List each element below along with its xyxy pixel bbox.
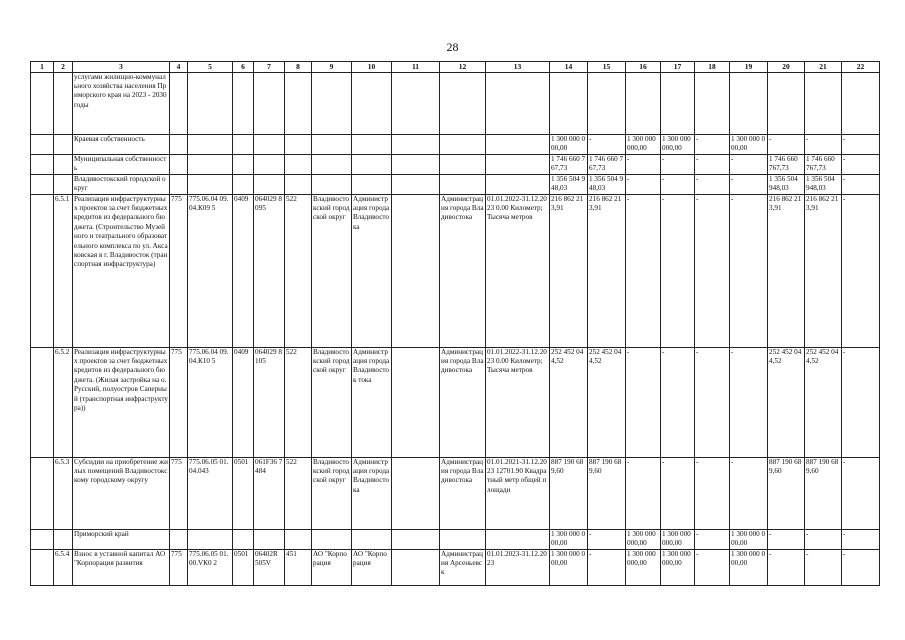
table-cell bbox=[440, 134, 486, 154]
header-cell: 3 bbox=[73, 62, 170, 73]
table-cell: - bbox=[588, 549, 626, 585]
table-cell: Взнос в уставной капитал АО "Корпорация развития bbox=[73, 549, 170, 585]
table-cell bbox=[254, 134, 285, 154]
header-cell: 5 bbox=[188, 62, 233, 73]
table-cell: - bbox=[661, 457, 695, 529]
table-cell: 1 300 000 000,00 bbox=[661, 529, 695, 549]
table-cell: 0501 bbox=[233, 457, 254, 529]
table-cell: 6.5.4 bbox=[54, 549, 73, 585]
table-cell: 451 bbox=[285, 549, 312, 585]
table-cell bbox=[54, 154, 73, 174]
table-cell bbox=[233, 529, 254, 549]
table-cell: 1 300 000 000,00 bbox=[550, 134, 588, 154]
header-cell: 16 bbox=[626, 62, 661, 73]
table-cell: 216 862 213,91 bbox=[768, 194, 805, 347]
table-cell bbox=[233, 72, 254, 134]
table-cell bbox=[695, 72, 730, 134]
table-cell: - bbox=[842, 457, 880, 529]
table-cell: 775 bbox=[170, 194, 188, 347]
table-cell: 887 190 689,60 bbox=[550, 457, 588, 529]
table-cell: 1 300 000 000,00 bbox=[626, 529, 661, 549]
table-cell bbox=[31, 529, 54, 549]
table-cell: АО "Корпорация bbox=[352, 549, 392, 585]
table-cell bbox=[392, 72, 440, 134]
table-cell bbox=[54, 72, 73, 134]
table-cell bbox=[285, 154, 312, 174]
table-cell: Администрация города Владивостока bbox=[352, 457, 392, 529]
table-cell bbox=[233, 134, 254, 154]
table-cell bbox=[440, 72, 486, 134]
table-cell: - bbox=[730, 194, 768, 347]
table-cell bbox=[392, 529, 440, 549]
header-cell: 19 bbox=[730, 62, 768, 73]
table-cell bbox=[188, 154, 233, 174]
header-cell: 14 bbox=[550, 62, 588, 73]
table-cell bbox=[188, 72, 233, 134]
header-cell: 10 bbox=[352, 62, 392, 73]
table-cell: - bbox=[768, 549, 805, 585]
table-cell: Реализация инфраструктурных проектов за счет бюджетных кредитов из федерального бюджета. (Строительство Музейного и театрального образовательного комплекса по ул. Аксаковская в г. Владивосток (транспортная инфраструктура) bbox=[73, 194, 170, 347]
budget-table bbox=[30, 61, 880, 586]
table-cell bbox=[31, 549, 54, 585]
header-cell: 11 bbox=[392, 62, 440, 73]
table-cell: Администрация города Владивостока bbox=[440, 347, 486, 457]
table-cell: 1 300 000 000,00 bbox=[550, 549, 588, 585]
table-cell bbox=[768, 72, 805, 134]
table-cell: Краевая собственность bbox=[73, 134, 170, 154]
table-cell: - bbox=[842, 529, 880, 549]
table-cell bbox=[31, 347, 54, 457]
table-cell bbox=[233, 154, 254, 174]
table-cell: - bbox=[805, 549, 842, 585]
table-cell bbox=[285, 529, 312, 549]
header-cell: 2 bbox=[54, 62, 73, 73]
table-cell: 1 746 660 767,73 bbox=[588, 154, 626, 174]
table-cell bbox=[486, 174, 550, 194]
table-cell bbox=[170, 174, 188, 194]
table-cell bbox=[550, 72, 588, 134]
table-cell: 252 452 044,52 bbox=[588, 347, 626, 457]
table-cell bbox=[170, 154, 188, 174]
table-cell: - bbox=[805, 134, 842, 154]
table-cell bbox=[31, 457, 54, 529]
table-cell: - bbox=[695, 174, 730, 194]
table-row bbox=[31, 134, 880, 154]
table-cell bbox=[312, 529, 352, 549]
table-row bbox=[31, 72, 880, 134]
table-cell: - bbox=[730, 457, 768, 529]
table-cell: - bbox=[695, 529, 730, 549]
table-cell bbox=[440, 174, 486, 194]
table-cell bbox=[188, 134, 233, 154]
table-cell: 1 300 000 000,00 bbox=[730, 529, 768, 549]
table-cell: 1 746 660 767,73 bbox=[768, 154, 805, 174]
header-cell: 22 bbox=[842, 62, 880, 73]
table-cell bbox=[233, 174, 254, 194]
table-cell: 1 356 504 948,03 bbox=[550, 174, 588, 194]
table-cell bbox=[392, 174, 440, 194]
table-cell: 1 356 504 948,03 bbox=[805, 174, 842, 194]
table-cell bbox=[588, 72, 626, 134]
table-cell: - bbox=[730, 154, 768, 174]
table-cell: 887 190 689,60 bbox=[588, 457, 626, 529]
table-cell bbox=[352, 154, 392, 174]
table-cell: 216 862 213,91 bbox=[588, 194, 626, 347]
table-cell: 1 356 504 948,03 bbox=[588, 174, 626, 194]
table-cell: - bbox=[730, 174, 768, 194]
table-cell bbox=[312, 174, 352, 194]
table-cell: 1 300 000 000,00 bbox=[661, 134, 695, 154]
table-cell: - bbox=[695, 154, 730, 174]
table-cell bbox=[392, 194, 440, 347]
table-cell bbox=[486, 134, 550, 154]
table-cell: Приморский край bbox=[73, 529, 170, 549]
header-cell: 12 bbox=[440, 62, 486, 73]
table-cell bbox=[285, 134, 312, 154]
table-cell bbox=[54, 134, 73, 154]
table-cell: 775.06.04 09.04.К09 5 bbox=[188, 194, 233, 347]
table-cell bbox=[440, 154, 486, 174]
header-cell: 9 bbox=[312, 62, 352, 73]
table-cell bbox=[31, 154, 54, 174]
table-cell: АО "Корпорация bbox=[312, 549, 352, 585]
table-cell: - bbox=[768, 134, 805, 154]
table-cell: - bbox=[626, 457, 661, 529]
table-cell: Владивостокский городской округ bbox=[312, 194, 352, 347]
table-cell: Субсидии на приобретение жилых помещений Владивостокскому городскому округу bbox=[73, 457, 170, 529]
table-row bbox=[31, 457, 880, 529]
table-cell: 6.5.2 bbox=[54, 347, 73, 457]
table-cell bbox=[392, 457, 440, 529]
table-cell bbox=[842, 72, 880, 134]
table-cell: - bbox=[661, 154, 695, 174]
header-cell: 7 bbox=[254, 62, 285, 73]
table-cell: - bbox=[588, 529, 626, 549]
table-cell: 887 190 689,60 bbox=[805, 457, 842, 529]
table-row bbox=[31, 347, 880, 457]
table-cell bbox=[285, 72, 312, 134]
table-cell bbox=[31, 194, 54, 347]
table-cell: - bbox=[695, 457, 730, 529]
table-cell: - bbox=[768, 529, 805, 549]
header-cell: 15 bbox=[588, 62, 626, 73]
table-cell: 061F36 7484 bbox=[254, 457, 285, 529]
table-cell: 1 300 000 000,00 bbox=[730, 134, 768, 154]
table-cell: - bbox=[842, 174, 880, 194]
table-cell bbox=[730, 72, 768, 134]
table-cell: 252 452 044,52 bbox=[550, 347, 588, 457]
table-cell: Администрация города Владивостока bbox=[440, 457, 486, 529]
table-cell: 252 452 044,52 bbox=[768, 347, 805, 457]
table-row bbox=[31, 529, 880, 549]
table-cell bbox=[352, 529, 392, 549]
table-cell: 216 862 213,91 bbox=[805, 194, 842, 347]
table-cell bbox=[312, 134, 352, 154]
table-cell: Администрация города Владивосток тока bbox=[352, 347, 392, 457]
header-cell: 1 bbox=[31, 62, 54, 73]
table-cell bbox=[352, 134, 392, 154]
table-cell: 522 bbox=[285, 194, 312, 347]
table-cell bbox=[31, 174, 54, 194]
table-cell bbox=[254, 72, 285, 134]
table-cell bbox=[312, 72, 352, 134]
table-row bbox=[31, 154, 880, 174]
table-cell: 01.01.2022-31.12.2023 0.00 Километр; Тысяча метров bbox=[486, 347, 550, 457]
table-cell: 216 862 213,91 bbox=[550, 194, 588, 347]
table-cell bbox=[392, 549, 440, 585]
table-cell: - bbox=[588, 134, 626, 154]
table-cell bbox=[352, 72, 392, 134]
table-row bbox=[31, 194, 880, 347]
table-cell bbox=[170, 529, 188, 549]
table-cell: 01.01.2021-31.12.2023 12701.90 Квадратный метр общей площади bbox=[486, 457, 550, 529]
table-cell bbox=[54, 529, 73, 549]
table-cell bbox=[352, 174, 392, 194]
header-cell: 18 bbox=[695, 62, 730, 73]
table-cell: - bbox=[842, 154, 880, 174]
table-cell: Владивостокский городской округ bbox=[312, 457, 352, 529]
table-cell: - bbox=[695, 549, 730, 585]
table-cell: Владивостокский городской округ bbox=[73, 174, 170, 194]
table-cell bbox=[486, 529, 550, 549]
table-cell: 522 bbox=[285, 457, 312, 529]
table-cell: 0409 bbox=[233, 347, 254, 457]
page-number: 28 bbox=[446, 40, 459, 54]
table-cell: 6.5.1 bbox=[54, 194, 73, 347]
table-cell bbox=[54, 174, 73, 194]
table-row bbox=[31, 174, 880, 194]
header-cell: 17 bbox=[661, 62, 695, 73]
table-cell bbox=[312, 154, 352, 174]
table-cell: 522 bbox=[285, 347, 312, 457]
table-cell: - bbox=[730, 347, 768, 457]
table-cell: - bbox=[842, 347, 880, 457]
table-cell bbox=[440, 529, 486, 549]
table-cell: 887 190 689,60 bbox=[768, 457, 805, 529]
table-cell: 775.06.04 09.04.К10 5 bbox=[188, 347, 233, 457]
table-cell bbox=[486, 72, 550, 134]
table-cell bbox=[254, 529, 285, 549]
table-cell bbox=[626, 72, 661, 134]
table-cell: Администрация города Владивостока bbox=[352, 194, 392, 347]
table-cell: Администрация города Владивостока bbox=[440, 194, 486, 347]
header-cell: 13 bbox=[486, 62, 550, 73]
table-cell bbox=[254, 174, 285, 194]
table-cell: 775 bbox=[170, 347, 188, 457]
table-cell: 775 bbox=[170, 549, 188, 585]
header-cell: 21 bbox=[805, 62, 842, 73]
table-cell: - bbox=[626, 174, 661, 194]
table-cell: - bbox=[842, 134, 880, 154]
table-cell: - bbox=[626, 347, 661, 457]
table-cell: - bbox=[842, 194, 880, 347]
table-cell: 1 300 000 000,00 bbox=[730, 549, 768, 585]
table-cell: 064029 8105 bbox=[254, 347, 285, 457]
table-row bbox=[31, 549, 880, 585]
table-cell: 06402R 505V bbox=[254, 549, 285, 585]
header-cell: 20 bbox=[768, 62, 805, 73]
table-cell bbox=[805, 72, 842, 134]
table-cell: 1 300 000 000,00 bbox=[626, 549, 661, 585]
table-cell: 01.01.2022-31.12.2023 0.00 Километр; Тысяча метров bbox=[486, 194, 550, 347]
header-cell: 8 bbox=[285, 62, 312, 73]
table-cell: 1 746 660 767,73 bbox=[550, 154, 588, 174]
table-cell bbox=[285, 174, 312, 194]
table-cell bbox=[254, 154, 285, 174]
table-cell: Администрация Арсеньевск bbox=[440, 549, 486, 585]
table-cell: 1 300 000 000,00 bbox=[661, 549, 695, 585]
table-cell: 252 452 044,52 bbox=[805, 347, 842, 457]
header-cell: 4 bbox=[170, 62, 188, 73]
table-cell: 0409 bbox=[233, 194, 254, 347]
table-cell bbox=[188, 529, 233, 549]
table-cell: 775 bbox=[170, 457, 188, 529]
table-cell: Муниципальная собственность bbox=[73, 154, 170, 174]
table-cell: - bbox=[661, 194, 695, 347]
table-cell: 6.5.3 bbox=[54, 457, 73, 529]
table-cell: 064029 8095 bbox=[254, 194, 285, 347]
table-cell: Владивостокский городской округ bbox=[312, 347, 352, 457]
table-cell bbox=[170, 72, 188, 134]
table-cell: - bbox=[842, 549, 880, 585]
table-cell: 1 356 504 948,03 bbox=[768, 174, 805, 194]
table-cell: 775.06.05 01.00.VК0 2 bbox=[188, 549, 233, 585]
table-cell: - bbox=[695, 134, 730, 154]
table-cell: 01.01.2023-31.12.2023 bbox=[486, 549, 550, 585]
table-cell bbox=[486, 154, 550, 174]
table-cell: услугами жилищно-коммунального хозяйства населения Приморского края на 2023 - 2030 годы bbox=[73, 72, 170, 134]
table-cell: - bbox=[661, 174, 695, 194]
header-cell: 6 bbox=[233, 62, 254, 73]
table-cell bbox=[392, 154, 440, 174]
table-cell: 775.06.05 01.04.043 bbox=[188, 457, 233, 529]
table-cell bbox=[31, 72, 54, 134]
table-cell: - bbox=[695, 347, 730, 457]
table-cell bbox=[188, 174, 233, 194]
table-cell: 1 300 000 000,00 bbox=[626, 134, 661, 154]
table-cell bbox=[31, 134, 54, 154]
table-cell: - bbox=[626, 154, 661, 174]
table-cell bbox=[392, 347, 440, 457]
table-cell: 1 300 000 000,00 bbox=[550, 529, 588, 549]
table-cell: - bbox=[626, 194, 661, 347]
table-cell bbox=[392, 134, 440, 154]
table-cell: - bbox=[661, 347, 695, 457]
table-cell bbox=[170, 134, 188, 154]
table-cell: - bbox=[695, 194, 730, 347]
table-cell: Реализация инфраструктурных проектов за счет бюджетных кредитов из федерального бюджета. (Жилая застройка на о. Русский, полуостров Саперный (транспортная инфраструктура)) bbox=[73, 347, 170, 457]
table-cell: 0501 bbox=[233, 549, 254, 585]
table-cell: - bbox=[805, 529, 842, 549]
table-cell: 1 746 660 767,73 bbox=[805, 154, 842, 174]
table-cell bbox=[661, 72, 695, 134]
table-header-row bbox=[31, 62, 880, 73]
